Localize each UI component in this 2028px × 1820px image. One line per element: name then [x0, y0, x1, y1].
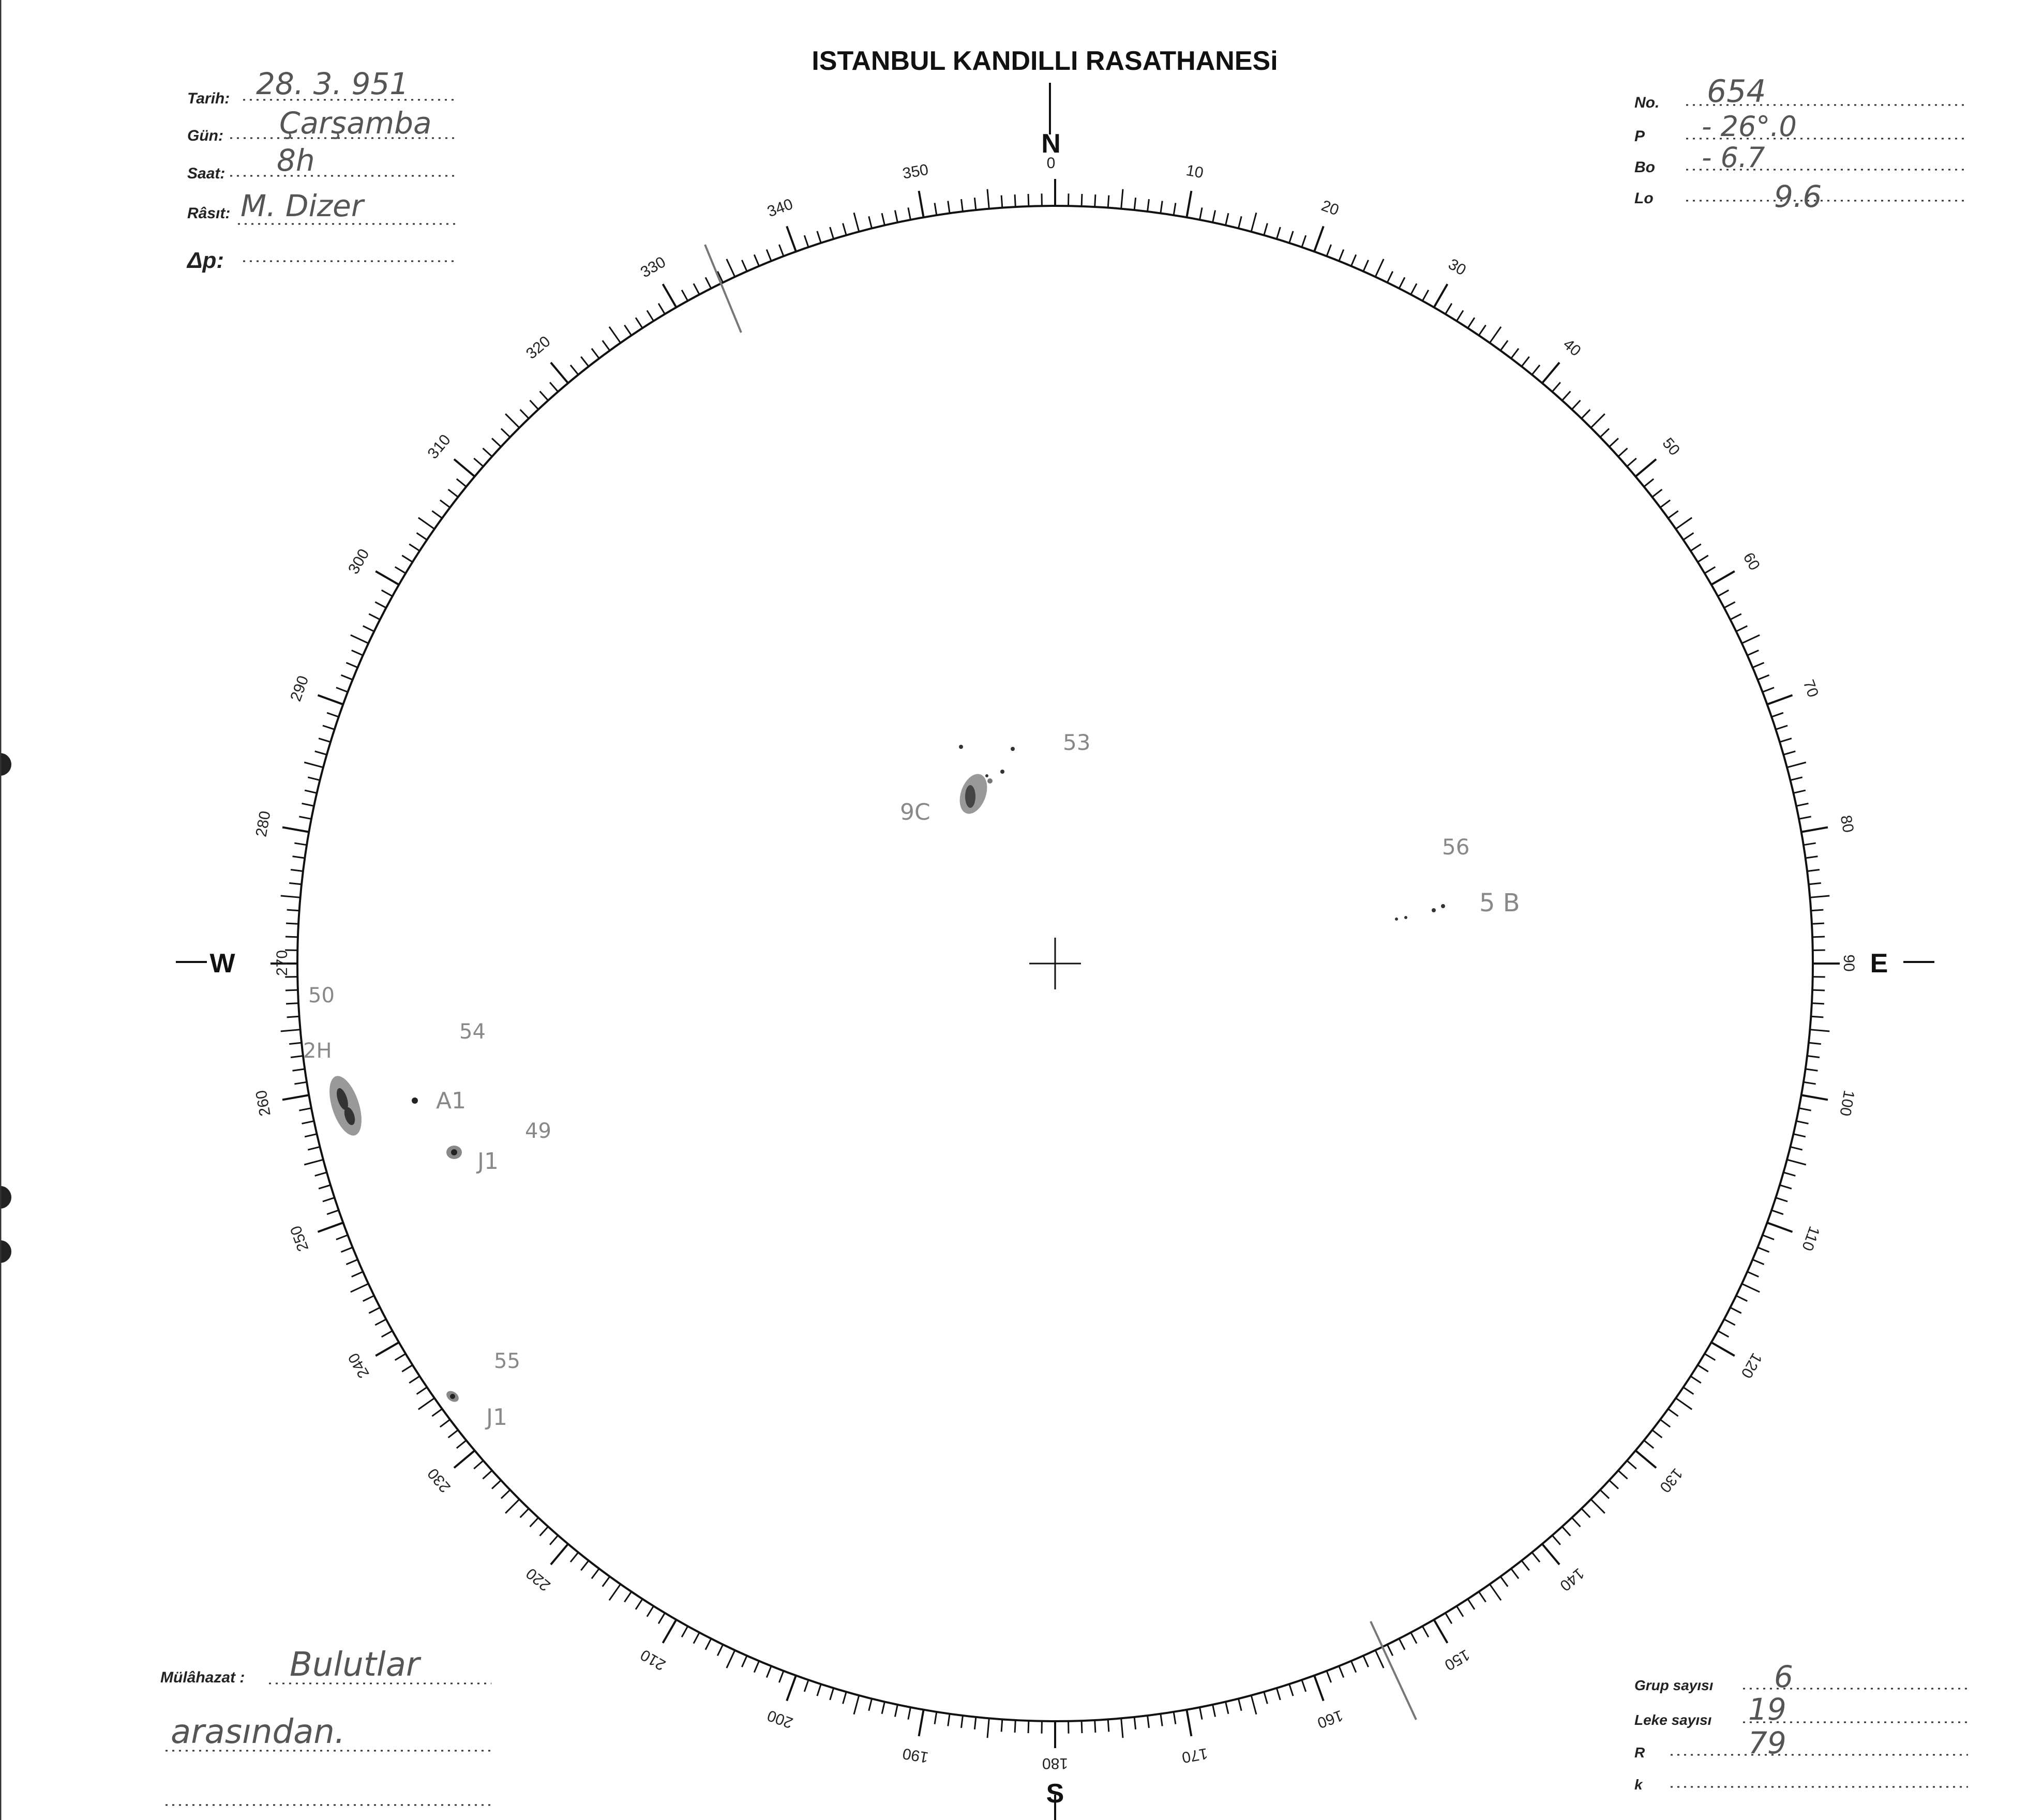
degree-tick: [286, 1003, 298, 1004]
umbra: [450, 1394, 455, 1399]
degree-label: 150: [1441, 1646, 1473, 1674]
spot: [1404, 916, 1407, 919]
group-number: 54: [459, 1020, 486, 1044]
degree-label: 30: [1445, 255, 1469, 279]
degree-label: 350: [901, 161, 930, 183]
rasit-value: M. Dizer: [241, 188, 364, 223]
degree-label: 160: [1315, 1706, 1345, 1732]
saat-value: 8h: [277, 143, 315, 178]
umbra: [451, 1149, 457, 1155]
grup-value: 6: [1774, 1659, 1793, 1694]
degree-label: 220: [523, 1565, 554, 1595]
degree-tick: [287, 1016, 299, 1017]
group-number: 49: [525, 1119, 551, 1143]
group-number: 53: [1063, 730, 1091, 755]
degree-label: 340: [765, 195, 795, 221]
degree-label: 20: [1319, 197, 1341, 219]
east-angle: 90: [1840, 954, 1857, 972]
remarks-text-line-2: arasından.: [171, 1713, 345, 1751]
west-label: W: [209, 949, 235, 979]
degree-tick: [1081, 1721, 1082, 1733]
group-class: J1: [477, 1148, 499, 1175]
group-number: 56: [1442, 834, 1470, 860]
degree-label: 110: [1798, 1224, 1823, 1253]
degree-tick: [1001, 1719, 1002, 1732]
page-title: ISTANBUL KANDILLI RASATHANESi: [812, 46, 1278, 76]
bo-label: Bo: [1634, 159, 1655, 176]
south-label: S: [1046, 1779, 1064, 1809]
degree-tick: [1028, 194, 1029, 206]
degree-tick: [1812, 1003, 1824, 1004]
degree-label: 170: [1180, 1744, 1209, 1766]
degree-tick: [1812, 923, 1824, 924]
degree-label: 210: [637, 1646, 669, 1674]
west-angle: 270: [274, 950, 291, 976]
lo-value: 9.6: [1774, 179, 1822, 214]
remarks-label: Mülâhazat :: [160, 1669, 245, 1686]
degree-label: 50: [1659, 434, 1684, 459]
gun-label: Gün:: [187, 127, 223, 144]
spot: [959, 745, 963, 749]
north-angle: 0: [1046, 155, 1056, 172]
delta-p-label: Δp:: [187, 248, 224, 273]
spot: [1395, 917, 1398, 921]
spot: [985, 774, 988, 777]
remarks-text-line-1: Bulutlar: [290, 1646, 420, 1684]
leke-label: Leke sayısı: [1634, 1712, 1712, 1728]
degree-label: 190: [901, 1744, 930, 1766]
degree-label: 10: [1184, 161, 1205, 182]
degree-label: 260: [252, 1089, 274, 1118]
rasit-label: Râsıt:: [187, 205, 231, 222]
group-class: A1: [436, 1088, 467, 1114]
east-label: E: [1870, 949, 1888, 979]
group-class: J1: [486, 1404, 507, 1431]
degree-label: 120: [1737, 1350, 1766, 1381]
degree-tick: [1811, 910, 1823, 911]
degree-label: 240: [344, 1350, 373, 1381]
group-class: 5 B: [1479, 889, 1520, 917]
tarih-label: Tarih:: [187, 90, 230, 107]
group-number: 50: [308, 984, 335, 1007]
r-label: R: [1634, 1744, 1645, 1761]
group-class: 2H: [303, 1039, 332, 1063]
degree-tick: [1081, 194, 1082, 206]
k-label: k: [1634, 1777, 1643, 1793]
degree-tick: [1108, 1719, 1109, 1732]
degree-label: 40: [1559, 335, 1584, 360]
gun-value: Çarşamba: [279, 106, 432, 141]
degree-label: 300: [344, 546, 373, 577]
degree-tick: [1108, 195, 1109, 208]
group-number: 55: [494, 1349, 520, 1373]
p-value: - 26°.0: [1702, 110, 1797, 143]
degree-tick: [1028, 1721, 1029, 1733]
spot: [987, 778, 993, 784]
degree-label: 70: [1799, 678, 1822, 700]
degree-label: 200: [765, 1706, 795, 1732]
degree-tick: [287, 910, 299, 911]
degree-tick: [1001, 195, 1002, 208]
degree-label: 230: [424, 1465, 454, 1496]
degree-label: 310: [424, 431, 454, 462]
degree-tick: [1811, 1016, 1823, 1017]
spot: [1011, 747, 1015, 751]
north-label: N: [1041, 129, 1061, 159]
south-angle: 180: [1042, 1755, 1069, 1772]
saat-label: Saat:: [187, 165, 226, 182]
spot: [1441, 904, 1445, 908]
spot: [1432, 908, 1436, 912]
spot: [412, 1097, 418, 1104]
p-label: P: [1634, 128, 1645, 145]
degree-label: 330: [637, 253, 669, 281]
degree-tick: [286, 923, 298, 924]
leke-value: 19: [1748, 1692, 1786, 1727]
spot: [1000, 770, 1004, 774]
group-class: 9C: [900, 799, 930, 825]
degree-label: 100: [1836, 1089, 1858, 1118]
lo-label: Lo: [1634, 190, 1654, 207]
grup-label: Grup sayısı: [1634, 1677, 1714, 1693]
degree-label: 320: [523, 333, 554, 363]
degree-label: 80: [1837, 814, 1857, 834]
degree-label: 140: [1556, 1565, 1587, 1595]
degree-label: 130: [1656, 1465, 1686, 1496]
r-value: 79: [1748, 1725, 1786, 1761]
umbra: [965, 785, 975, 808]
degree-label: 250: [287, 1223, 312, 1254]
no-label: No.: [1634, 94, 1660, 111]
bo-value: - 6.7: [1702, 141, 1765, 174]
tarih-value: 28. 3. 951: [256, 66, 409, 101]
degree-label: 280: [252, 809, 274, 838]
no-value: 654: [1707, 73, 1766, 110]
degree-label: 290: [287, 673, 312, 704]
degree-label: 60: [1739, 550, 1763, 574]
